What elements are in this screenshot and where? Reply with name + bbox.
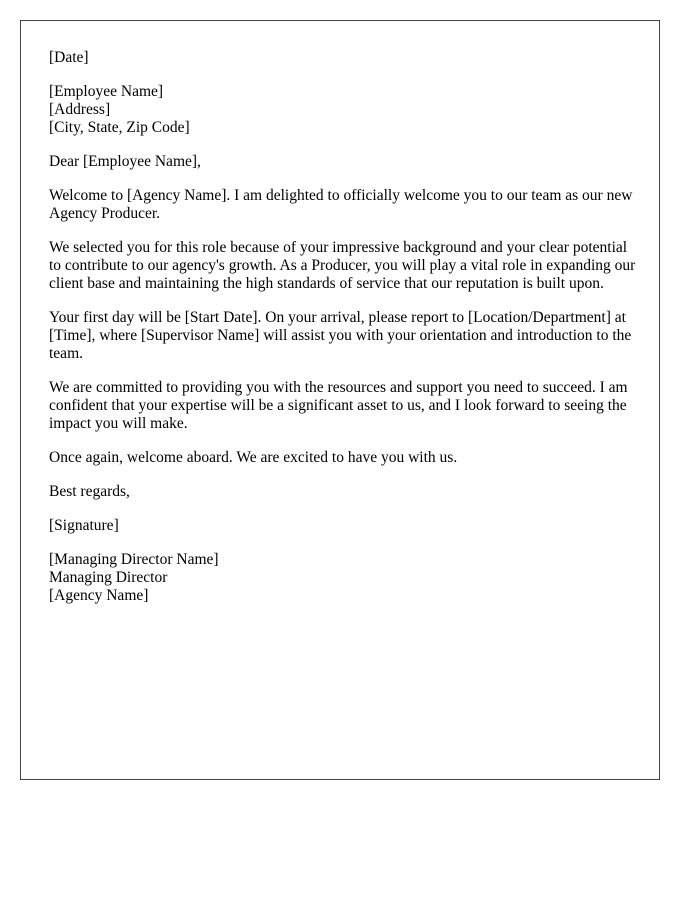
paragraph-welcome: Welcome to [Agency Name]. I am delighted to officially welcome you to our team as our new Agency Producer. [49,187,633,222]
sender-name: [Managing Director Name] [49,551,219,568]
salutation: Dear [Employee Name], [49,153,201,170]
closing: Best regards, [49,483,130,500]
letter-body [49,49,639,621]
sender-block [49,551,639,605]
paragraph-welcome-aboard: Once again, welcome aboard. We are excited to have you with us. [49,449,458,466]
letter-date: [Date] [49,49,89,66]
sender-title: Managing Director [49,569,168,586]
letter-page [20,20,660,780]
sender-agency: [Agency Name] [49,587,149,604]
paragraph-role: We selected you for this role because of your impressive background and your clear potential to contribute to our agency's growth. As a Producer, you will play a vital role in expanding our client base and maintaining the high standards of service that our reputation is built upon. [49,239,636,292]
paragraph-commitment: We are committed to providing you with the resources and support you need to succeed. I am confident that your expertise will be a significant asset to us, and I look forward to seeing the impact you will make. [49,379,628,432]
paragraph-first-day: Your first day will be [Start Date]. On your arrival, please report to [Location/Department] at [Time], where [Supervisor Name] will assist you with your orientation and introduction to the team. [49,309,632,362]
signature: [Signature] [49,517,119,534]
recipient-address: [Address] [49,101,111,118]
recipient-city-state-zip: [City, State, Zip Code] [49,119,190,136]
recipient-name: [Employee Name] [49,83,164,100]
recipient-block [49,83,639,137]
